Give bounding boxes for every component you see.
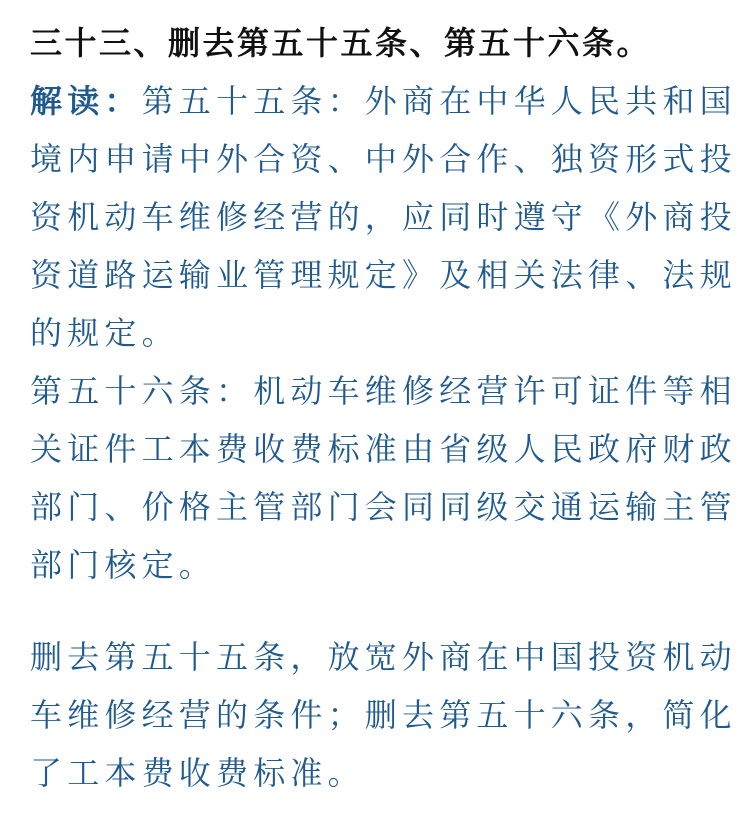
article55-line-5: 的规定。: [30, 314, 179, 352]
article55-line-3: 资机动车维修经营的，应同时遵守《外商投: [30, 198, 737, 236]
summary-line-2: 车维修经营的条件；删去第五十六条，简化: [30, 696, 737, 734]
document-page: [30, 14, 737, 802]
article56-line-4: 部门核定。: [30, 546, 217, 584]
article55-line-4: 资道路运输业管理规定》及相关法律、法规: [30, 256, 737, 294]
article55-line-1: 第五十五条：外商在中华人民共和国: [141, 82, 737, 120]
section-heading: 三十三、删去第五十五条、第五十六条。: [30, 24, 652, 62]
paragraph-gap: [30, 594, 720, 628]
summary-line-3: 了工本费收费标准。: [30, 754, 365, 792]
interpretation-label: 解读：: [30, 82, 142, 120]
article56-line-1: 第五十六条：机动车维修经营许可证件等相: [30, 372, 737, 410]
article56-line-3: 部门、价格主管部门会同同级交通运输主管: [30, 488, 737, 526]
interpretation-first-line: [30, 72, 737, 130]
summary-line-1: 删去第五十五条，放宽外商在中国投资机动: [30, 638, 737, 676]
article56-line-2: 关证件工本费收费标准由省级人民政府财政: [30, 430, 737, 468]
article55-line-2: 境内申请中外合资、中外合作、独资形式投: [30, 140, 737, 178]
